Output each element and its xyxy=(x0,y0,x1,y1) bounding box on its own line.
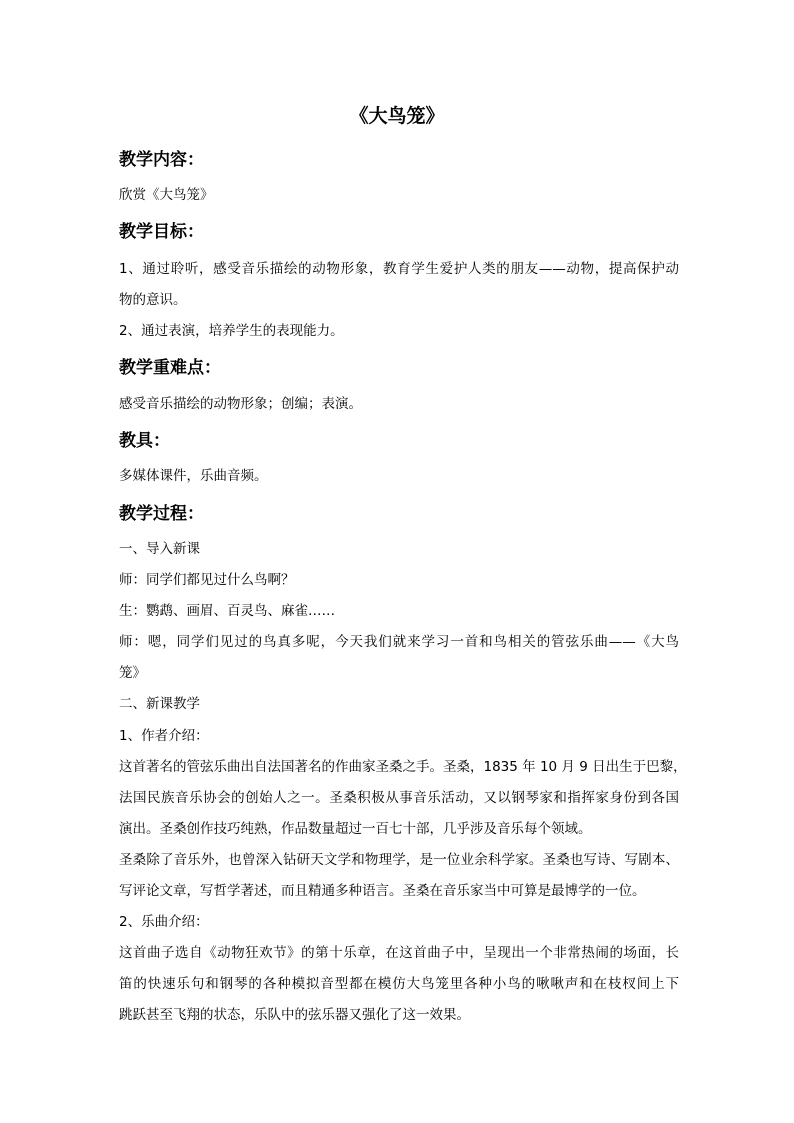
heading-goals: 教学目标： xyxy=(119,222,204,242)
author-intro-heading: 1、作者介绍： xyxy=(119,728,209,744)
heading-key-points: 教学重难点： xyxy=(119,358,221,378)
author-paragraph-1-line-2: 法国民族音乐协会的创始人之一。圣桑积极从事音乐活动，又以钢琴家和指挥家身份到各国 xyxy=(119,790,679,806)
heading-content: 教学内容： xyxy=(119,150,204,170)
music-paragraph-line-3: 跳跃甚至飞翔的状态，乐队中的弦乐器又强化了这一效果。 xyxy=(119,1007,470,1023)
key-points-text: 感受音乐描绘的动物形象；创编；表演。 xyxy=(119,396,362,412)
goal-item-1-line-1: 1、通过聆听，感受音乐描绘的动物形象，教育学生爱护人类的朋友——动物，提高保护动 xyxy=(119,261,679,277)
author-paragraph-1-line-1: 这首著名的管弦乐曲出自法国著名的作曲家圣桑之手。圣桑，1835 年 10 月 9 日出生于巴黎， xyxy=(119,759,687,775)
music-paragraph-line-1: 这首曲子选自《动物狂欢节》的第十乐章，在这首曲子中，呈现出一个非常热闹的场面，长 xyxy=(119,945,679,961)
goal-item-2: 2、通过表演，培养学生的表现能力。 xyxy=(119,323,344,339)
music-intro-heading: 2、乐曲介绍： xyxy=(119,914,209,930)
author-paragraph-2-line-1: 圣桑除了音乐外，也曾深入钻研天文学和物理学，是一位业余科学家。圣桑也写诗、写剧本、 xyxy=(119,852,679,868)
student-answer: 生：鹦鹉、画眉、百灵鸟、麻雀…… xyxy=(119,603,335,619)
heading-materials: 教具： xyxy=(119,431,170,451)
heading-process: 教学过程： xyxy=(119,504,204,524)
author-paragraph-1-line-3: 演出。圣桑创作技巧纯熟，作品数量超过一百七十部，几乎涉及音乐每个领域。 xyxy=(119,821,592,837)
teacher-question: 师：同学们都见过什么鸟啊？ xyxy=(119,572,295,588)
document-title: 《大鸟笼》 xyxy=(349,105,445,127)
author-paragraph-2-line-2: 写评论文章，写哲学著述，而且精通多种语言。圣桑在音乐家当中可算是最博学的一位。 xyxy=(119,883,646,899)
process-step-1: 一、导入新课 xyxy=(119,541,200,557)
content-text: 欣赏《大鸟笼》 xyxy=(119,187,214,203)
teacher-line-1: 师：嗯，同学们见过的鸟真多呢，今天我们就来学习一首和鸟相关的管弦乐曲——《大鸟 xyxy=(119,634,679,650)
goal-item-1-line-2: 物的意识。 xyxy=(119,292,187,308)
teacher-line-2: 笼》 xyxy=(119,665,146,681)
materials-text: 多媒体课件，乐曲音频。 xyxy=(119,468,268,484)
process-step-2: 二、新课教学 xyxy=(119,696,200,712)
music-paragraph-line-2: 笛的快速乐句和钢琴的各种模拟音型都在模仿大鸟笼里各种小鸟的啾啾声和在枝杈间上下 xyxy=(119,976,679,992)
